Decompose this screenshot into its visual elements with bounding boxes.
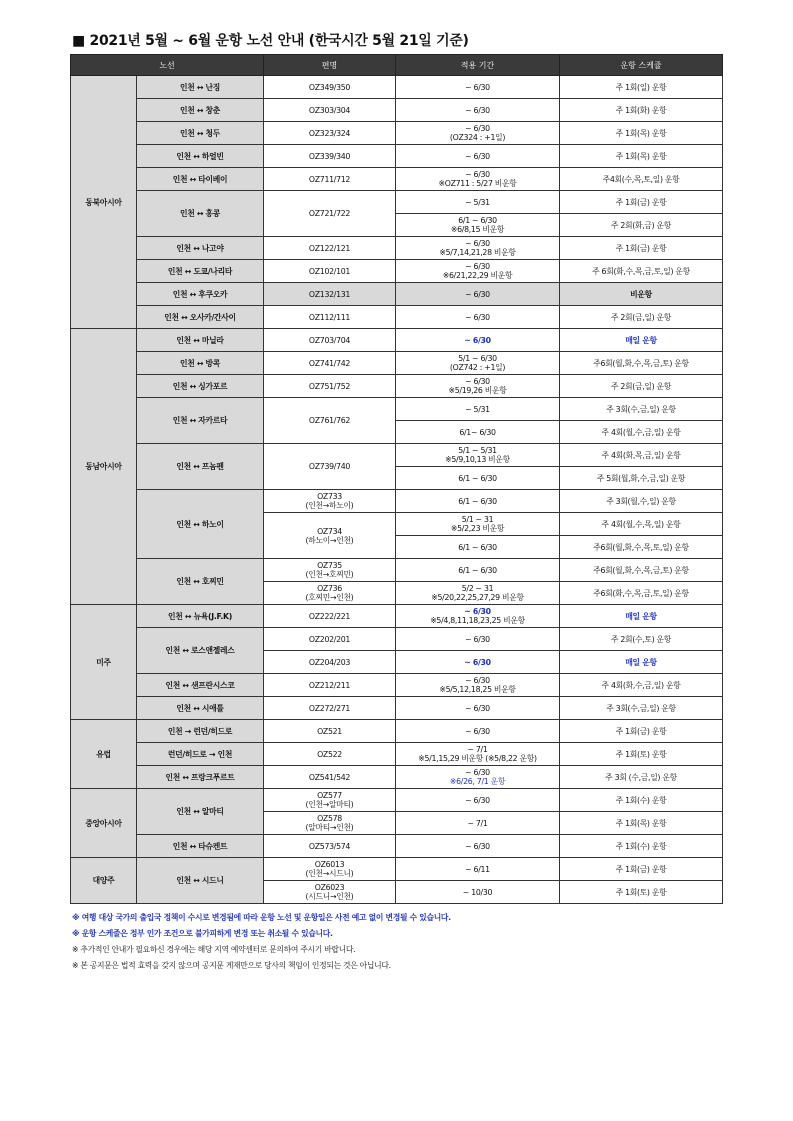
- flight-cell: OZ735 (인천→호찌민): [264, 559, 396, 582]
- period-cell: 6/1 ~ 6/30: [396, 467, 560, 490]
- route-cell: 인천 ↔ 알마티: [137, 789, 264, 835]
- route-cell: 인천 ↔ 시드니: [137, 858, 264, 904]
- flight-cell: OZ202/201: [264, 628, 396, 651]
- flight-cell: OZ212/211: [264, 674, 396, 697]
- schedule-cell: 주6회(화,수,목,금,토,일) 운항: [560, 582, 723, 605]
- flight-cell: OZ739/740: [264, 444, 396, 490]
- route-cell: 인천 ↔ 마닐라: [137, 329, 264, 352]
- schedule-cell: 매일 운항: [560, 651, 723, 674]
- period-cell: ~ 6/30: [396, 835, 560, 858]
- period-cell: ~ 6/30: [396, 697, 560, 720]
- schedule-cell: 주 1회(금) 운항: [560, 191, 723, 214]
- table-row: [71, 605, 723, 628]
- schedule-cell: 주 1회(토) 운항: [560, 881, 723, 904]
- region-cell: 미주: [71, 605, 137, 720]
- flight-cell: OZ736 (호찌민→인천): [264, 582, 396, 605]
- region-cell: 유럽: [71, 720, 137, 789]
- schedule-cell: 주 1회(화) 운항: [560, 99, 723, 122]
- period-cell: ~ 6/30: [396, 283, 560, 306]
- period-cell: 6/1 ~ 6/30 ※6/8,15 비운항: [396, 214, 560, 237]
- table-row: [71, 145, 723, 168]
- table-row: [71, 490, 723, 513]
- table-row: [71, 283, 723, 306]
- table-row: [71, 76, 723, 99]
- flight-cell: OZ204/203: [264, 651, 396, 674]
- schedule-cell: 주6회(월,화,수,목,토,일) 운항: [560, 536, 723, 559]
- flight-cell: OZ112/111: [264, 306, 396, 329]
- header-route: 노선: [71, 55, 264, 76]
- schedule-cell: 주 3회 (수,금,일) 운항: [560, 766, 723, 789]
- table-row: [71, 398, 723, 421]
- route-cell: 인천 ↔ 뉴욕(J.F.K): [137, 605, 264, 628]
- period-cell: 5/1 ~ 6/30 (OZ742 : +1일): [396, 352, 560, 375]
- route-cell: 인천 ↔ 자카르타: [137, 398, 264, 444]
- period-cell: ~ 6/30 ※5/7,14,21,28 비운항: [396, 237, 560, 260]
- schedule-cell: 매일 운항: [560, 605, 723, 628]
- flight-cell: OZ6013 (인천→시드니): [264, 858, 396, 881]
- region-cell: 동북아시아: [71, 76, 137, 329]
- route-cell: 인천 ↔ 청두: [137, 122, 264, 145]
- period-cell: ~ 6/30: [396, 720, 560, 743]
- period-cell: ~ 6/30 ※5/4,8,11,18,23,25 비운항: [396, 605, 560, 628]
- flight-cell: OZ578 (알마티→인천): [264, 812, 396, 835]
- flight-cell: OZ751/752: [264, 375, 396, 398]
- table-row: [71, 766, 723, 789]
- period-cell: ~ 6/30: [396, 76, 560, 99]
- route-cell: 인천 ↔ 시애틀: [137, 697, 264, 720]
- schedule-cell: 주 1회(금) 운항: [560, 720, 723, 743]
- table-row: [71, 720, 723, 743]
- schedule-cell: 주 3회(수,금,일) 운항: [560, 697, 723, 720]
- route-cell: 인천 ↔ 오사카/간사이: [137, 306, 264, 329]
- flight-cell: OZ573/574: [264, 835, 396, 858]
- schedule-cell: 주 4회(화,수,금,일) 운항: [560, 674, 723, 697]
- note-item: ※ 추가적인 안내가 필요하신 경우에는 해당 지역 예약센터로 문의하여 주시기 바랍니다.: [72, 945, 356, 954]
- route-cell: 인천 ↔ 타이베이: [137, 168, 264, 191]
- flight-cell: OZ733 (인천→하노이): [264, 490, 396, 513]
- flight-cell: OZ222/221: [264, 605, 396, 628]
- table-row: [71, 743, 723, 766]
- period-cell: 5/2 ~ 31 ※5/20,22,25,27,29 비운항: [396, 582, 560, 605]
- schedule-cell: 주 1회(토) 운항: [560, 743, 723, 766]
- route-cell: 인천 ↔ 싱가포르: [137, 375, 264, 398]
- table-row: [71, 789, 723, 812]
- period-cell: ~ 6/30: [396, 329, 560, 352]
- table-row: [71, 352, 723, 375]
- period-cell: 6/1~ 6/30: [396, 421, 560, 444]
- schedule-table: [70, 54, 723, 904]
- schedule-cell: 주 1회(수) 운항: [560, 835, 723, 858]
- table-row: [71, 99, 723, 122]
- schedule-cell: 주 1회(일) 운항: [560, 76, 723, 99]
- schedule-cell: 매일 운항: [560, 329, 723, 352]
- table-row: [71, 697, 723, 720]
- schedule-cell: 주4회(수,목,토,일) 운항: [560, 168, 723, 191]
- route-cell: 인천 ↔ 프놈펜: [137, 444, 264, 490]
- period-cell: ~ 6/30 ※5/5,12,18,25 비운항: [396, 674, 560, 697]
- schedule-cell: 주 2회(수,토) 운항: [560, 628, 723, 651]
- note-item: ※ 본 공지문은 법적 효력을 갖지 않으며 공지문 게재만으로 당사의 책임이 인정되는 것은 아닙니다.: [72, 961, 391, 970]
- route-cell: 인천 ↔ 도쿄/나리타: [137, 260, 264, 283]
- route-cell: 인천 ↔ 타슈켄트: [137, 835, 264, 858]
- flight-cell: OZ323/324: [264, 122, 396, 145]
- period-cell: ~ 6/30: [396, 628, 560, 651]
- route-cell: 인천 ↔ 하노이: [137, 490, 264, 559]
- table-row: [71, 237, 723, 260]
- period-cell: ~ 6/30: [396, 145, 560, 168]
- flight-cell: OZ577 (인천→알마티): [264, 789, 396, 812]
- period-cell: ~ 6/30 ※6/26, 7/1 운항: [396, 766, 560, 789]
- schedule-cell: 주 1회(목) 운항: [560, 145, 723, 168]
- route-cell: 인천 ↔ 창춘: [137, 99, 264, 122]
- flight-cell: OZ339/340: [264, 145, 396, 168]
- header-flight: 편명: [264, 55, 396, 76]
- table-row: [71, 835, 723, 858]
- route-cell: 런던/히드로 → 인천: [137, 743, 264, 766]
- note-item: ※ 운항 스케줄은 정부 인가 조건으로 불가피하게 변경 또는 취소될 수 있습니다.: [72, 929, 333, 938]
- route-cell: 인천 ↔ 방콕: [137, 352, 264, 375]
- period-cell: 6/1 ~ 6/30: [396, 559, 560, 582]
- table-row: [71, 306, 723, 329]
- route-cell: 인천 ↔ 후쿠오카: [137, 283, 264, 306]
- schedule-cell: 주 1회(수) 운항: [560, 789, 723, 812]
- region-cell: 동남아시아: [71, 329, 137, 605]
- schedule-cell: 주 5회(월,화,수,금,일) 운항: [560, 467, 723, 490]
- schedule-cell: 주 4회(월,수,목,일) 운항: [560, 513, 723, 536]
- table-row: [71, 674, 723, 697]
- header-schedule: 운항 스케쥴: [560, 55, 723, 76]
- period-cell: 6/1 ~ 6/30: [396, 490, 560, 513]
- period-cell: ~ 10/30: [396, 881, 560, 904]
- region-cell: 중앙아시아: [71, 789, 137, 858]
- page-title: ■ 2021년 5월 ~ 6월 운항 노선 안내 (한국시간 5월 21일 기준): [72, 33, 469, 49]
- period-cell: ~ 6/30: [396, 651, 560, 674]
- flight-cell: OZ711/712: [264, 168, 396, 191]
- schedule-cell: 주 2회(금,일) 운항: [560, 306, 723, 329]
- schedule-cell: 주 1회(목) 운항: [560, 812, 723, 835]
- header-period: 적용 기간: [396, 55, 560, 76]
- table-row: [71, 329, 723, 352]
- table-row: [71, 168, 723, 191]
- schedule-cell: 주 1회(금) 운항: [560, 237, 723, 260]
- notes: [72, 910, 451, 974]
- period-cell: ~ 5/31: [396, 191, 560, 214]
- flight-cell: OZ349/350: [264, 76, 396, 99]
- period-cell: 5/1 ~ 5/31 ※5/9,10,13 비운항: [396, 444, 560, 467]
- schedule-cell: 주 1회(목) 운항: [560, 122, 723, 145]
- period-cell: 5/1 ~ 31 ※5/2,23 비운항: [396, 513, 560, 536]
- schedule-cell: 주 4회(월,수,금,일) 운항: [560, 421, 723, 444]
- route-cell: 인천 ↔ 로스앤젤레스: [137, 628, 264, 674]
- period-cell: 6/1 ~ 6/30: [396, 536, 560, 559]
- schedule-cell: 주 2회(금,일) 운항: [560, 375, 723, 398]
- flight-cell: OZ703/704: [264, 329, 396, 352]
- period-cell: ~ 6/30: [396, 306, 560, 329]
- schedule-cell: 비운항: [560, 283, 723, 306]
- period-cell: ~ 6/30: [396, 99, 560, 122]
- table-row: [71, 122, 723, 145]
- table-row: [71, 444, 723, 467]
- schedule-cell: 주6회(월,화,수,목,금,토) 운항: [560, 559, 723, 582]
- flight-cell: OZ272/271: [264, 697, 396, 720]
- schedule-cell: 주 1회(금) 운항: [560, 858, 723, 881]
- schedule-cell: 주6회(월,화,수,목,금,토) 운항: [560, 352, 723, 375]
- route-cell: 인천 ↔ 호찌민: [137, 559, 264, 605]
- period-cell: ~ 6/30: [396, 789, 560, 812]
- route-cell: 인천 ↔ 홍콩: [137, 191, 264, 237]
- table-row: [71, 191, 723, 214]
- period-cell: ~ 7/1 ※5/1,15,29 비운항 (※5/8,22 운항): [396, 743, 560, 766]
- period-cell: ~ 6/11: [396, 858, 560, 881]
- route-cell: 인천 ↔ 프랑크푸르트: [137, 766, 264, 789]
- table-row: [71, 559, 723, 582]
- note-item: ※ 여행 대상 국가의 출입국 정책이 수시로 변경됨에 따라 운항 노선 및 운항일은 사전 예고 없이 변경될 수 있습니다.: [72, 913, 451, 922]
- table-header-row: [71, 55, 723, 76]
- period-cell: ~ 5/31: [396, 398, 560, 421]
- route-cell: 인천 → 런던/히드로: [137, 720, 264, 743]
- period-cell: ~ 6/30 ※5/19,26 비운항: [396, 375, 560, 398]
- route-cell: 인천 ↔ 난징: [137, 76, 264, 99]
- route-cell: 인천 ↔ 샌프란시스코: [137, 674, 264, 697]
- flight-cell: OZ102/101: [264, 260, 396, 283]
- schedule-cell: 주 2회(화,금) 운항: [560, 214, 723, 237]
- table-row: [71, 858, 723, 881]
- table-row: [71, 628, 723, 651]
- period-cell: ~ 6/30 ※6/21,22,29 비운항: [396, 260, 560, 283]
- schedule-cell: 주 3회(수,금,일) 운항: [560, 398, 723, 421]
- schedule-cell: 주 6회(화,수,목,금,토,일) 운항: [560, 260, 723, 283]
- flight-cell: OZ721/722: [264, 191, 396, 237]
- flight-cell: OZ541/542: [264, 766, 396, 789]
- period-cell: ~ 6/30 ※OZ711 : 5/27 비운항: [396, 168, 560, 191]
- period-cell: ~ 7/1: [396, 812, 560, 835]
- flight-cell: OZ132/131: [264, 283, 396, 306]
- flight-cell: OZ741/742: [264, 352, 396, 375]
- period-cell: ~ 6/30 (OZ324 : +1일): [396, 122, 560, 145]
- route-cell: 인천 ↔ 나고야: [137, 237, 264, 260]
- flight-cell: OZ122/121: [264, 237, 396, 260]
- table-row: [71, 260, 723, 283]
- flight-cell: OZ303/304: [264, 99, 396, 122]
- flight-cell: OZ522: [264, 743, 396, 766]
- region-cell: 대양주: [71, 858, 137, 904]
- flight-cell: OZ761/762: [264, 398, 396, 444]
- flight-cell: OZ521: [264, 720, 396, 743]
- schedule-cell: 주 3회(월,수,일) 운항: [560, 490, 723, 513]
- flight-cell: OZ6023 (시드니→인천): [264, 881, 396, 904]
- schedule-cell: 주 4회(화,목,금,일) 운항: [560, 444, 723, 467]
- route-cell: 인천 ↔ 하얼빈: [137, 145, 264, 168]
- flight-cell: OZ734 (하노이→인천): [264, 513, 396, 559]
- table-row: [71, 375, 723, 398]
